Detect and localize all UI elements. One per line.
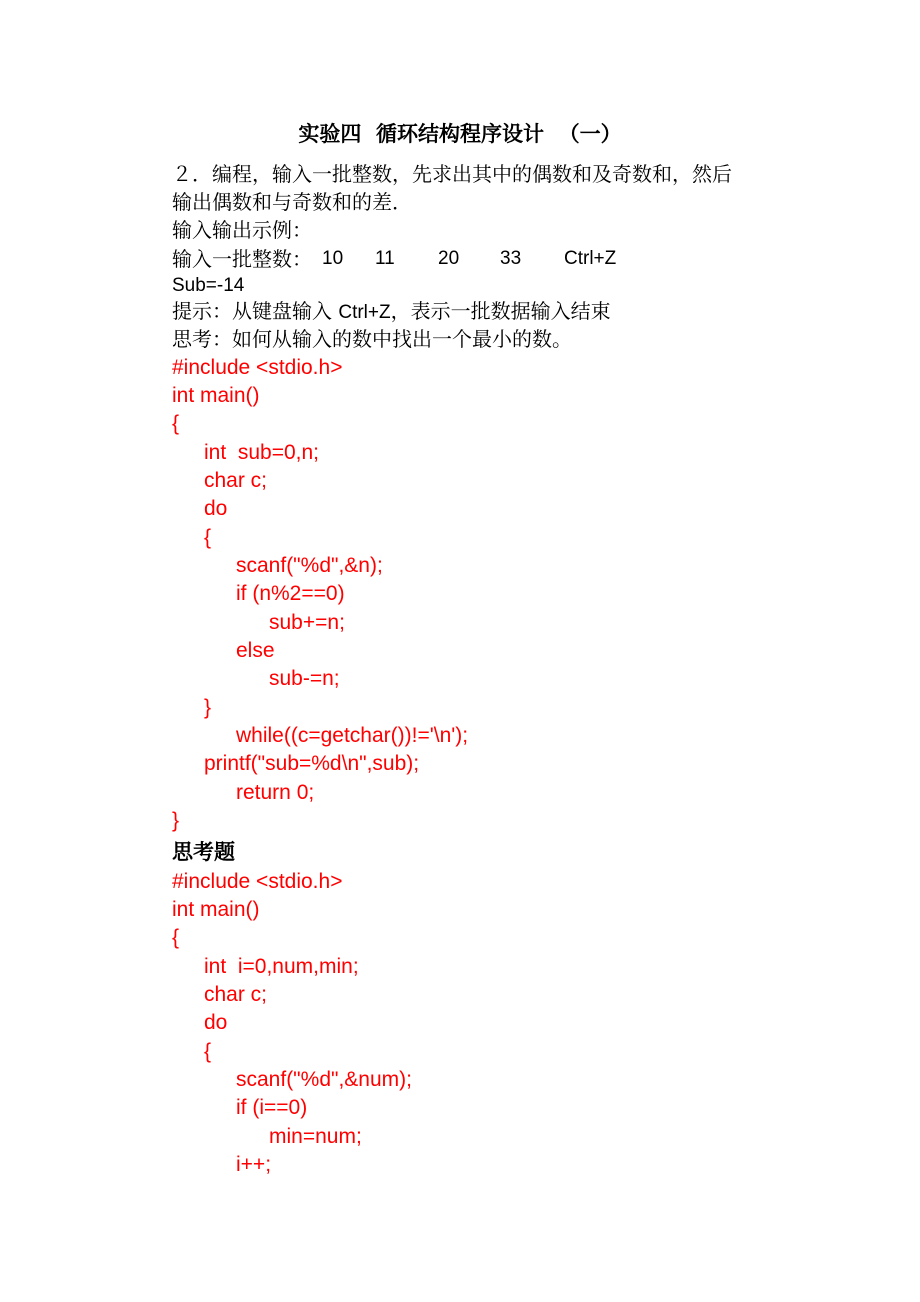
code2-line: #include <stdio.h> (172, 870, 343, 893)
code1-line: printf("sub=%d\n",sub); (204, 752, 420, 775)
code2-line: i++; (236, 1153, 272, 1176)
code2-line: min=num; (269, 1125, 362, 1148)
code2-line: { (172, 926, 180, 949)
code1-line: if (n%2==0) (236, 582, 345, 605)
code2-line: do (204, 1011, 228, 1034)
input-label: 输入一批整数： (172, 247, 312, 271)
hint-line (172, 297, 611, 328)
code1-line: char c; (204, 469, 268, 492)
code2-line: int i=0,num,min; (204, 955, 359, 978)
code2-line: if (i==0) (236, 1096, 308, 1119)
input-value-1: 10 (322, 248, 344, 269)
code2-line: { (204, 1040, 212, 1063)
code1-line: int sub=0,n; (204, 441, 319, 464)
code1-line: sub+=n; (269, 611, 345, 634)
code1-line: } (204, 696, 212, 719)
problem-line-1: ２．编程，输入一批整数，先求出其中的偶数和及奇数和，然后 (172, 162, 732, 186)
code1-line: { (172, 412, 180, 435)
page-title: 实验四 循环结构程序设计 （一） (298, 121, 622, 146)
code2-line: char c; (204, 983, 268, 1006)
code2-line: scanf("%d",&num); (236, 1068, 412, 1091)
example-label: 输入输出示例： (172, 218, 312, 242)
code1-line: #include <stdio.h> (172, 356, 343, 379)
code1-line: { (204, 526, 212, 549)
example-output: Sub=-14 (172, 275, 245, 296)
code1-line: } (172, 809, 180, 832)
hint-key: Ctrl+Z (338, 302, 391, 323)
code1-line: sub-=n; (269, 667, 340, 690)
hint-suffix: ，表示一批数据输入结束 (390, 299, 611, 323)
hint-prefix: 提示：从键盘输入 (172, 299, 339, 323)
code1-line: while((c=getchar())!='\n'); (236, 724, 469, 747)
input-value-3: 20 (438, 248, 460, 269)
input-value-4: 33 (500, 248, 522, 269)
think-question: 思考：如何从输入的数中找出一个最小的数。 (172, 327, 572, 351)
code2-line: int main() (172, 898, 260, 921)
code1-line: scanf("%d",&n); (236, 554, 383, 577)
code1-line: else (236, 639, 275, 662)
input-value-5: Ctrl+Z (564, 248, 617, 269)
code1-line: do (204, 497, 228, 520)
section-heading: 思考题 (172, 840, 235, 864)
code1-line: int main() (172, 384, 260, 407)
code1-line: return 0; (236, 781, 315, 804)
problem-line-2: 输出偶数和与奇数和的差． (172, 190, 412, 214)
input-value-2: 11 (375, 248, 395, 269)
